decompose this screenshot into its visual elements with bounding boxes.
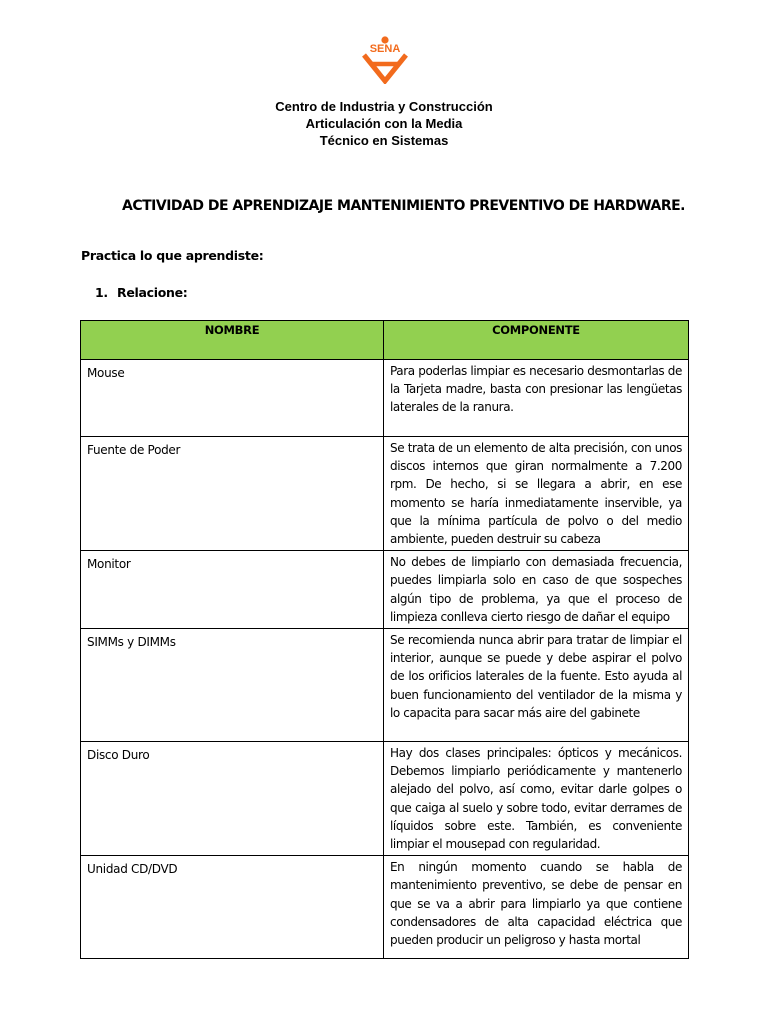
cell-componente: Se recomienda nunca abrir para tratar de limpiar el interior, aunque se puede y debe aspirar el polvo de los orificios laterales de la fuente. Esto ayuda al buen funcionamiento del ventilador de la misma y lo capacita para sacar más aire del gabinete: [384, 629, 689, 742]
sena-logo-text: SENA: [369, 43, 401, 55]
header-line-3: Técnico en Sistemas: [319, 133, 449, 148]
cell-componente: No debes de limpiarlo con demasiada frecuencia, puedes limpiarla solo en caso de que sospeches algún tipo de problema, ya que el proceso de limpieza conlleva cierto riesgo de dañar el equipo: [384, 551, 689, 629]
cell-nombre: Disco Duro: [81, 742, 384, 856]
cell-componente: [384, 856, 689, 959]
cell-componente-text: En ningún momento cuando se habla de mantenimiento preventivo, se debe de pensar en que se va a abrir para limpiarlo ya que contiene condensadores de alta capacidad eléctrica que pueden producir un peligroso y hasta mortal: [390, 860, 682, 948]
list-number: 1.: [95, 285, 108, 300]
cell-nombre: SIMMs y DIMMs: [81, 629, 384, 742]
sena-logo: [358, 36, 412, 84]
cell-componente: Hay dos clases principales: ópticos y mecánicos. Debemos limpiarlo periódicamente y mantenerlo alejado del polvo, así como, evitar darle golpes o que caiga al suelo y sobre todo, evitar derrames de líquidos sobre este. También, es conveniente limpiar el mousepad con regularidad.: [384, 742, 689, 856]
column-header-componente: COMPONENTE: [384, 321, 689, 360]
table-header-row: [81, 321, 689, 360]
practice-label: Practica lo que aprendiste:: [81, 248, 264, 263]
cell-nombre: Unidad CD/DVD: [81, 856, 384, 959]
cell-componente: Para poderlas limpiar es necesario desmontarlas de la Tarjeta madre, basta con presionar las lengüetas laterales de la ranura.: [384, 360, 689, 437]
list-item-relacione: [95, 285, 187, 300]
table-row: [81, 360, 689, 437]
table-row: [81, 742, 689, 856]
cell-nombre: Mouse: [81, 360, 384, 437]
table-row: [81, 551, 689, 629]
table-row: [81, 629, 689, 742]
activity-title: ACTIVIDAD DE APRENDIZAJE MANTENIMIENTO PREVENTIVO DE HARDWARE.: [122, 198, 685, 214]
cell-nombre: Monitor: [81, 551, 384, 629]
relation-table: [80, 320, 689, 959]
header-line-1: Centro de Industria y Construcción: [275, 99, 493, 114]
cell-componente: Se trata de un elemento de alta precisión, con unos discos internos que giran normalmente a 7.200 rpm. De hecho, si se llegara a abrir, en ese momento se haría inmediatamente inservible, ya que la mínima partícula de polvo o del medio ambiente, pueden destruir su cabeza: [384, 437, 689, 551]
header-line-2: Articulación con la Media: [305, 116, 463, 131]
table-row: [81, 437, 689, 551]
list-label: Relacione:: [117, 285, 188, 300]
table-row: [81, 856, 689, 959]
column-header-nombre: NOMBRE: [81, 321, 384, 360]
cell-nombre: Fuente de Poder: [81, 437, 384, 551]
